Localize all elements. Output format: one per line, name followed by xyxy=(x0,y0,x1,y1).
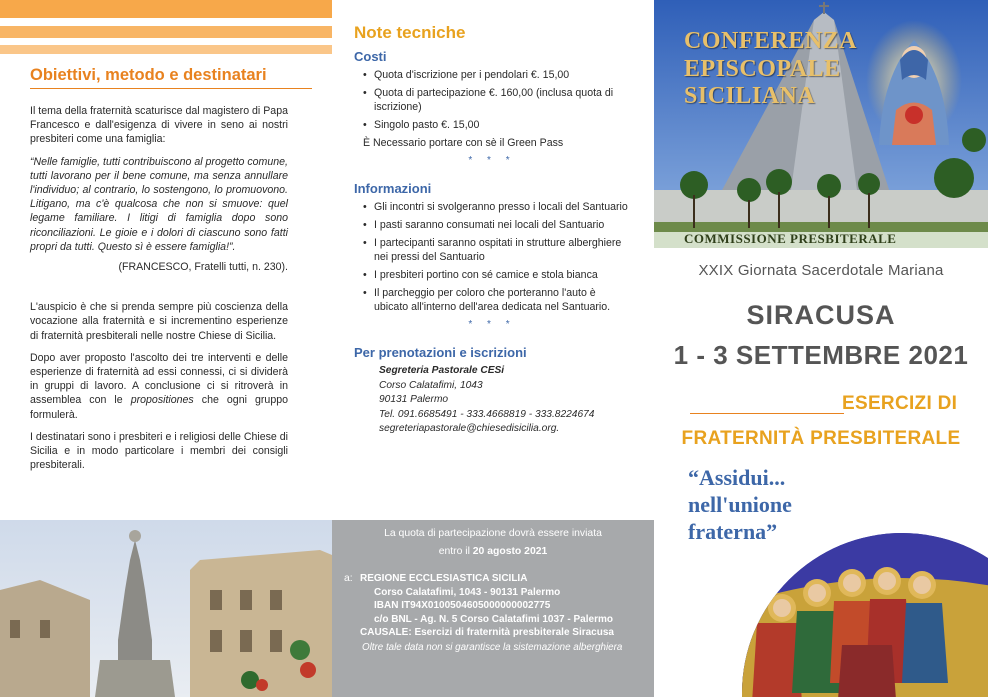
green-pass-note: È Necessario portare con sè il Green Pass xyxy=(363,137,564,149)
booking-heading: Per prenotazioni e iscrizioni xyxy=(354,345,527,360)
office-city: 90131 Palermo xyxy=(379,394,449,405)
office-name: Segreteria Pastorale CESi xyxy=(379,365,505,376)
payment-box xyxy=(332,520,654,697)
stripe xyxy=(0,45,332,54)
bank-line: c/o BNL - Ag. N. 5 Corso Calatafimi 1037 - Palermo xyxy=(374,613,613,625)
info-list xyxy=(354,200,630,314)
siracusa-photo xyxy=(0,520,332,697)
bank-line: IBAN IT94X0100504605000000002775 xyxy=(374,600,551,611)
deadline-date: 20 agosto 2021 xyxy=(472,545,548,557)
commission-label: COMMISSIONE PRESBITERALE xyxy=(684,231,897,246)
notes-title: Note tecniche xyxy=(354,23,466,42)
stripe xyxy=(0,26,332,38)
deadline-prefix: entro il xyxy=(438,545,473,557)
technical-notes xyxy=(354,23,630,437)
pentecost-icon-image xyxy=(742,533,988,697)
event-city: SIRACUSA xyxy=(746,300,896,330)
costs-heading: Costi xyxy=(354,49,387,64)
stripe xyxy=(0,0,332,18)
intro-paragraph: Il tema della fraternità scaturisce dal magistero di Papa Francesco e dall'esigenza di vivere in seno ai nostri presbiteri come una famiglia: xyxy=(30,105,288,146)
panel-cover xyxy=(654,0,988,697)
method-emphasis: propositiones xyxy=(130,394,194,407)
booking-contact xyxy=(354,364,630,437)
costs-list xyxy=(354,68,630,132)
bank-line: REGIONE ECCLESIASTICA SICILIA xyxy=(360,573,528,584)
motto-line: nell'unione xyxy=(688,492,792,517)
list-item: • Il parcheggio per coloro che porteranno l'auto è ubicato all'interno dell'area dedicata nel Santuario. xyxy=(363,286,630,314)
title-rule xyxy=(690,413,844,414)
method-text-end: che ogni gruppo formulerà. xyxy=(30,394,288,421)
list-item: • Quota d'iscrizione per i pendolari €. 15,00 xyxy=(363,68,630,82)
office-street: Corso Calatafimi, 1043 xyxy=(379,379,483,391)
bank-lines xyxy=(360,572,614,640)
cesi-line: EPISCOPALE xyxy=(684,55,841,82)
panel-technical-notes xyxy=(332,0,654,697)
pope-quote: “Nelle famiglie, tutti contribuiscono al progetto comune, tutti lavorano per il bene comune, ma senza annullare l'individuo; al contrario, lo sostengono, lo promuovono. Litigano, ma c'è qualcosa che non si smuove: quel legame familiare. I litigi di famiglia dopo sono riconciliazioni. Le gioie e i dolori di ciascuno sono fatti propri da tutti. Questo sì è essere famiglia!”. xyxy=(30,155,288,253)
list-item: • I pasti saranno consumati nei locali del Santuario xyxy=(363,218,630,232)
panel-objectives xyxy=(0,0,332,697)
office-phone: Tel. 091.6685491 - 333.4668819 - 333.8224674 xyxy=(379,408,595,420)
bank-line: Corso Calatafimi, 1043 - 90131 Palermo xyxy=(374,586,561,598)
method-text: Dopo aver proposto l'ascolto dei tre interventi e delle esperienze di fraternità ad essi connessi, ci si dividerà in gruppi di lavoro. A conclusione ci si ritroverà in assemblea con le xyxy=(30,351,288,407)
payment-footer: Oltre tale data non si garantisce la sistemazione alberghiera xyxy=(362,641,623,653)
office-email: segreteriapastorale@chiesedisicilia.org. xyxy=(379,423,560,434)
list-item: • Gli incontri si svolgeranno presso i locali del Santuario xyxy=(363,200,630,214)
cesi-line: SICILIANA xyxy=(684,83,816,109)
method-paragraph xyxy=(30,351,288,422)
list-item: • I presbiteri portino con sé camice e stola bianca xyxy=(363,268,630,282)
recipients-paragraph: I destinatari sono i presbiteri e i religiosi delle Chiese di Sicilia e in modo particolare i membri dei consigli presbiterali. xyxy=(30,430,288,472)
list-item: • Quota di partecipazione €. 160,00 (inclusa quota di iscrizione) xyxy=(363,86,630,114)
list-item: • I partecipanti saranno ospitati in strutture alberghiere nei pressi del Santuario xyxy=(363,236,630,264)
motto-line: “Assidui... xyxy=(688,465,786,490)
retreat-title-1: ESERCIZI DI xyxy=(842,393,958,414)
payment-deadline xyxy=(342,545,644,559)
separator-stars: * * * xyxy=(468,155,516,166)
motto xyxy=(688,464,792,545)
event-dates: 1 - 3 SETTEMBRE 2021 xyxy=(673,340,969,370)
info-heading: Informazioni xyxy=(354,181,432,196)
objectives-body xyxy=(30,104,288,480)
event-subtitle: XXIX Giornata Sacerdotale Mariana xyxy=(698,262,944,279)
aim-paragraph: L'auspicio è che si prenda sempre più coscienza della vocazione alla fraternità e si incrementino esperienze di fraternità presbiterali nelle nostre Chiese di Sicilia. xyxy=(30,301,288,342)
list-item: • Singolo pasto €. 15,00 xyxy=(363,118,630,132)
retreat-title-2: FRATERNITÀ PRESBITERALE xyxy=(681,428,961,449)
section-title: Obiettivi, metodo e destinatari xyxy=(30,66,312,89)
pentecost-illustration xyxy=(742,533,988,697)
to-label: a: xyxy=(344,573,353,584)
payment-line: La quota di partecipazione dovrà essere inviata xyxy=(384,528,602,539)
bank-details xyxy=(342,572,644,640)
motto-line: fraterna” xyxy=(688,519,778,544)
bank-line: CAUSALE: Esercizi di fraternità presbiterale Siracusa xyxy=(360,627,614,638)
separator-stars: * * * xyxy=(468,319,516,330)
quote-citation: (FRANCESCO, Fratelli tutti, n. 230). xyxy=(118,261,288,274)
cesi-line: CONFERENZA xyxy=(684,28,858,54)
cesi-logo-text xyxy=(684,28,857,111)
